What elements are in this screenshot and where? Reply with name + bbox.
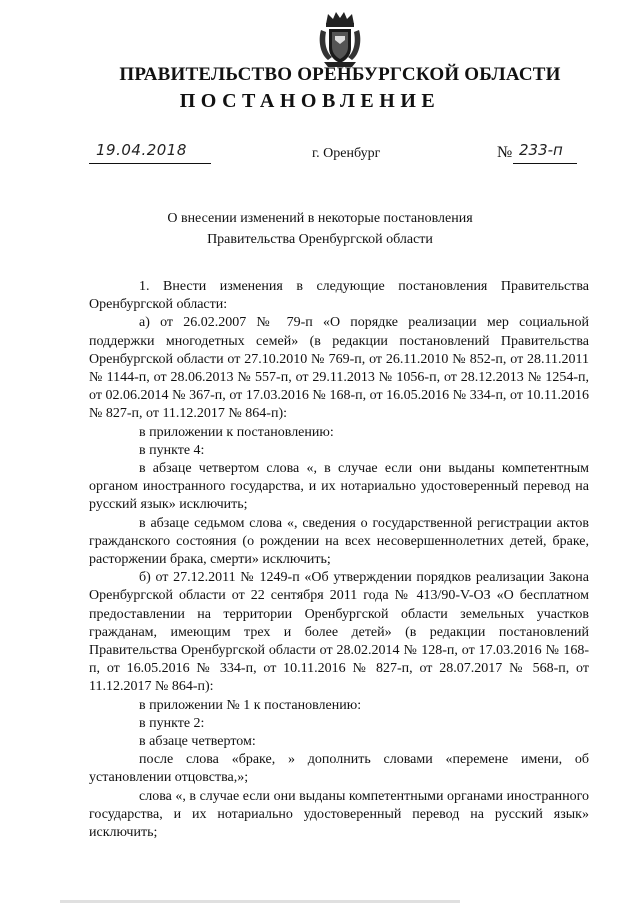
paragraph: слова «, в случае если они выданы компетентными органами иностранного государства, и их нотариально удостоверенный перевод на русский язык» исключить; [89,788,589,841]
paragraph: в абзаце четвертом слова «, в случае если они выданы компетентным органом иностранного государства, и их нотариально удостоверенный перевод на русский язык» исключить; [89,461,589,513]
paragraph: а) от 26.02.2007 № 79-п «О порядке реализации мер социальной поддержки многодетных семей» (в редакции постановлений Правительства Оренбургской области от 27.10.2010 № 769-п, от 26.11.2010 № 852-п, от 28.11.2011 № 1144-п, от 28.06.2013 № 557-п, от 29.11.2013 № 1056-п, от 28.12.2013 № 1254-п, от 02.06.2014 № 367-п, от 17.03.2016 № 168-п, от 16.05.2016 № 334-п, от 10.11.2016 № 827-п, от 11.12.2017 № 864-п): [89,315,589,422]
document-meta-row [0,143,640,169]
handwritten-date: 19.04.2018 [96,141,187,159]
paragraph: в приложении к постановлению: [139,424,334,440]
subject-line-1: О внесении изменений в некоторые постановления [167,211,473,226]
paragraph: в пункте 4: [139,442,205,458]
paragraph: 1. Внести изменения в следующие постановления Правительства Оренбургской области: [89,279,589,313]
government-name: ПРАВИТЕЛЬСТВО ОРЕНБУРГСКОЙ ОБЛАСТИ [119,64,561,85]
paragraph: в приложении № 1 к постановлению: [139,697,362,713]
city-label: г. Оренбург [312,146,381,161]
number-sign: № [497,144,513,161]
document-body [89,278,589,842]
handwritten-number: 233-п [519,141,563,159]
paragraph: в пункте 2: [139,715,205,731]
document-type-title: ПОСТАНОВЛЕНИЕ [179,90,441,112]
page-bottom-edge [60,900,460,903]
paragraph: после слова «браке, » дополнить словами «перемене имени, об установлении отцовства,»; [89,752,589,786]
subject-line-2: Правительства Оренбургской области [207,232,433,247]
paragraph: б) от 27.12.2011 № 1249-п «Об утверждении порядков реализации Закона Оренбургской области от 22 сентября 2011 года № 413/90-V-ОЗ «О бесплатном предоставлении на территории Оренбургской области земельных участков гражданам, имеющим трех и более детей» (в редакции постановлений Правительства Оренбургской области от 28.02.2014 № 128-п, от 17.03.2016 № 168-п, от 16.05.2016 № 334-п, от 10.11.2016 № 827-п, от 28.07.2017 № 568-п, от 11.12.2017 № 864-п): [89,570,589,695]
coat-of-arms-emblem [318,10,362,68]
document-subject [0,208,640,250]
paragraph: в абзаце четвертом: [139,734,256,750]
paragraph: в абзаце седьмом слова «, сведения о государственной регистрации актов гражданского состояния (о рождении на всех несовершеннолетних детей, браке, расторжении брака, смерти» исключить; [89,515,589,568]
